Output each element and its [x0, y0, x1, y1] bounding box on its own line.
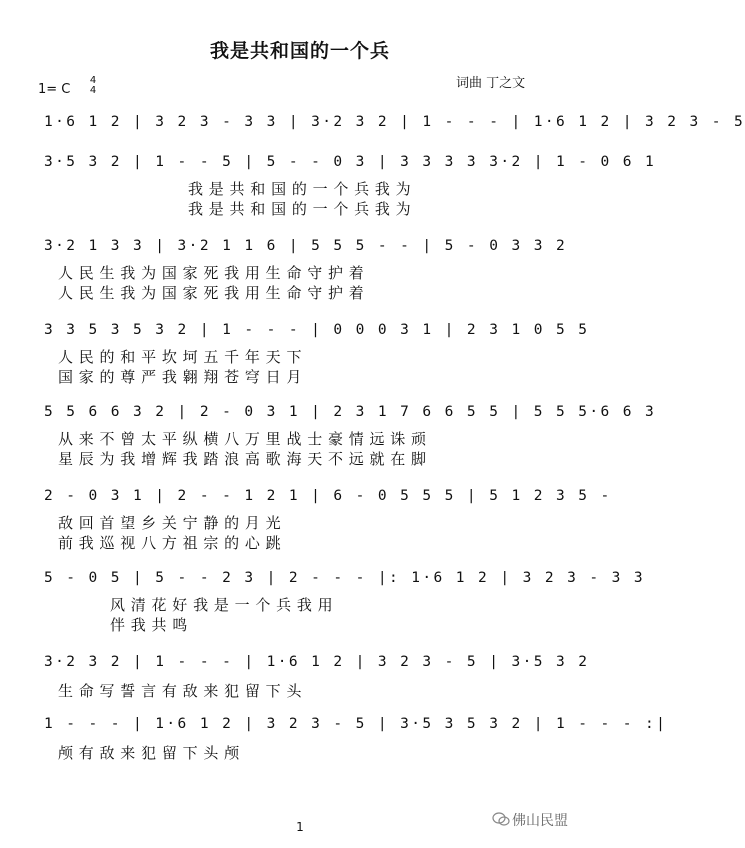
lyric-line: 伴 我 共 鸣: [110, 616, 188, 634]
lyric-line: 从 来 不 曾 太 平 纵 横 八 万 里 战 士 豪 情 远 诛 顽: [58, 430, 427, 448]
lyric-line: 人 民 生 我 为 国 家 死 我 用 生 命 守 护 着: [58, 264, 365, 282]
notation-line-8: 3·2 3 2 | 1 - - - | 1·6 1 2 | 3 2 3 - 5 | 3·5 3 2: [44, 654, 590, 670]
notation-line-4: 3 3 5 3 5 3 2 | 1 - - - | 0 0 0 3 1 | 2 3 1 0 5 5: [44, 322, 590, 338]
page-number: 1: [296, 820, 304, 834]
lyric-line: 我 是 共 和 国 的 一 个 兵 我 为: [188, 200, 412, 218]
key-signature: 1= C: [38, 82, 71, 97]
notation-line-3: 3·2 1 3 3 | 3·2 1 1 6 | 5 5 5 - - | 5 - 0 3 3 2: [44, 238, 568, 254]
wechat-icon: [492, 810, 510, 828]
notation-line-5: 5 5 6 6 3 2 | 2 - 0 3 1 | 2 3 1 7 6 6 5 5 | 5 5 5·6 6 3: [44, 404, 657, 420]
lyric-line: 我 是 共 和 国 的 一 个 兵 我 为: [188, 180, 412, 198]
lyric-line: 敌 回 首 望 乡 关 宁 静 的 月 光: [58, 514, 282, 532]
lyric-line: 生 命 写 誓 言 有 敌 来 犯 留 下 头: [58, 682, 302, 700]
song-title: 我是共和国的一个兵: [209, 40, 390, 62]
lyric-line: 国 家 的 尊 严 我 翱 翔 苍 穹 日 月: [58, 368, 302, 386]
notation-line-1: 1·6 1 2 | 3 2 3 - 3 3 | 3·2 3 2 | 1 - - - | 1·6 1 2 | 3 2 3 - 5: [44, 114, 745, 130]
notation-line-9: 1 - - - | 1·6 1 2 | 3 2 3 - 5 | 3·5 3 5 3 2 | 1 - - - :|: [44, 716, 668, 732]
notation-line-7: 5 - 0 5 | 5 - - 2 3 | 2 - - - |: 1·6 1 2 | 3 2 3 - 3 3: [44, 570, 646, 586]
time-signature: [88, 76, 98, 96]
time-signature-bottom: 4: [89, 85, 97, 96]
time-signature-top: 4: [89, 75, 97, 86]
lyric-line: 颅 有 敌 来 犯 留 下 头 颅: [58, 744, 240, 762]
lyric-line: 人 民 的 和 平 坎 坷 五 千 年 天 下: [58, 348, 302, 366]
notation-line-6: 2 - 0 3 1 | 2 - - 1 2 1 | 6 - 0 5 5 5 | 5 1 2 3 5 -: [44, 488, 612, 504]
lyric-line: 风 清 花 好 我 是 一 个 兵 我 用: [110, 596, 334, 614]
watermark: 佛山民盟: [512, 813, 568, 829]
lyric-line: 人 民 生 我 为 国 家 死 我 用 生 命 守 护 着: [58, 284, 365, 302]
notation-line-2: 3·5 3 2 | 1 - - 5 | 5 - - 0 3 | 3 3 3 3 3·2 | 1 - 0 6 1: [44, 154, 657, 170]
lyric-line: 前 我 巡 视 八 方 祖 宗 的 心 跳: [58, 534, 282, 552]
lyric-line: 星 辰 为 我 增 辉 我 踏 浪 高 歌 海 天 不 远 就 在 脚: [58, 450, 427, 468]
credit: 词曲 丁之文: [456, 76, 526, 91]
